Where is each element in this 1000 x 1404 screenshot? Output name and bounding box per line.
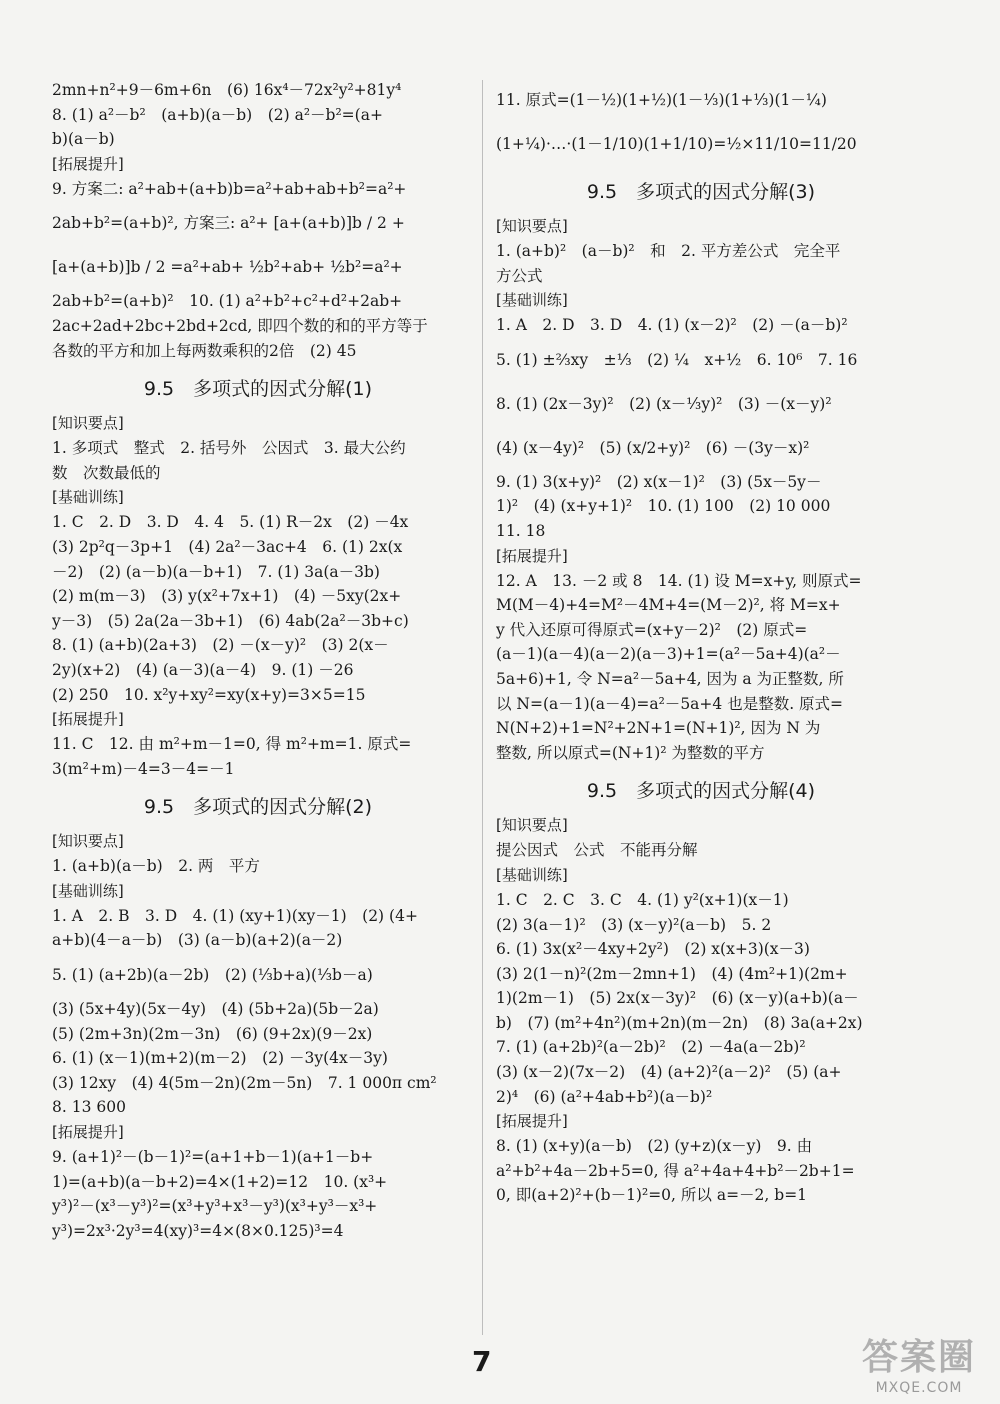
- section-tag: [拓展提升]: [52, 154, 124, 173]
- answer-line: 2)⁴ (6) (a²+4ab+b²)(a－b)²: [496, 1087, 713, 1106]
- section-heading: 9.5 多项式的因式分解(4): [586, 780, 816, 803]
- answer-line: (2) 250 10. x²y+xy²=xy(x+y)=3×5=15: [52, 685, 366, 704]
- answer-line: y³)=2x³·2y³=4(xy)³=4×(8×0.125)³=4: [52, 1221, 344, 1240]
- answer-line: y 代入还原可得原式=(x+y－2)² (2) 原式=: [496, 620, 808, 639]
- right-column: [496, 78, 906, 1208]
- answer-line: (2) m(m－3) (3) y(x²+7x+1) (4) －5xy(2x+: [52, 587, 402, 606]
- answer-line: 1)(2m－1) (5) 2x(x－3y)² (6) (x－y)(a+b)(a－: [496, 989, 859, 1008]
- answer-line: y－3) (5) 2a(2a－3b+1) (6) 4ab(2a²－3b+c): [52, 611, 409, 630]
- section-tag: [知识要点]: [496, 217, 568, 235]
- answer-line: 1. (a+b)² (a－b)² 和 2. 平方差公式 完全平: [496, 242, 841, 260]
- section-tag: [拓展提升]: [52, 710, 124, 729]
- answer-line: 1. A 2. B 3. D 4. (1) (xy+1)(xy－1) (2) (4+: [52, 906, 418, 925]
- answer-line: 6. (1) (x－1)(m+2)(m－2) (2) －3y(4x－3y): [52, 1049, 388, 1068]
- answer-line: 2mn+n²+9－6m+6n (6) 16x⁴－72x²y²+81y⁴: [52, 81, 402, 99]
- answer-line: (1+¼)·…·(1－1/10)(1+1/10)=½×11/10=11/20: [496, 135, 857, 153]
- section-tag: [基础训练]: [496, 291, 568, 310]
- answer-line: b)(a－b): [52, 130, 115, 149]
- section-tag: [拓展提升]: [52, 1123, 124, 1142]
- section-tag: [知识要点]: [496, 816, 568, 835]
- answer-line: 5a+6)+1, 令 N=a²－5a+4, 因为 a 为正整数, 所: [496, 669, 844, 688]
- section-tag: [拓展提升]: [496, 546, 568, 565]
- answer-line: (3) (x－2)(7x－2) (4) (a+2)²(a－2)² (5) (a+: [496, 1063, 842, 1082]
- section-tag: [知识要点]: [52, 832, 124, 851]
- answer-line: (3) (5x+4y)(5x－4y) (4) (5b+2a)(5b－2a): [52, 1000, 379, 1019]
- answer-line: 以 N=(a－1)(a－4)=a²－5a+4 也是整数. 原式=: [496, 694, 844, 713]
- answer-line: 1. C 2. C 3. C 4. (1) y²(x+1)(x－1): [496, 890, 789, 909]
- answer-line: a+b)(4－a－b) (3) (a－b)(a+2)(a－2): [52, 931, 343, 950]
- answer-line: 1. (a+b)(a－b) 2. 两 平方: [52, 857, 260, 876]
- answer-line: a²+b²+4a－2b+5=0, 得 a²+4a+4+b²－2b+1=: [496, 1161, 855, 1180]
- answer-line: (3) 2p²q－3p+1 (4) 2a²－3ac+4 6. (1) 2x(x: [52, 537, 403, 556]
- answer-line: 数 次数最低的: [52, 463, 161, 482]
- answer-line: 整数, 所以原式=(N+1)² 为整数的平方: [496, 743, 765, 762]
- answer-line: 5. (1) (a+2b)(a－2b) (2) (⅓b+a)(⅓b－a): [52, 966, 373, 985]
- answer-line: [a+(a+b)]b / 2 =a²+ab+ ½b²+ab+ ½b²=a²+: [52, 258, 403, 277]
- watermark-logo: 答案圈: [861, 1337, 976, 1378]
- answer-line: 2ac+2ad+2bc+2bd+2cd, 即四个数的和的平方等于: [52, 316, 428, 335]
- section-tag: [基础训练]: [52, 488, 124, 507]
- answer-line: y³)²－(x³－y³)²=(x³+y³+x³－y³)(x³+y³－x³+: [52, 1197, 378, 1216]
- answer-line: 2ab+b²=(a+b)², 方案三: a²+ [a+(a+b)]b / 2 +: [52, 214, 405, 233]
- answer-line: 1)² (4) (x+y+1)² 10. (1) 100 (2) 10 000: [496, 497, 831, 516]
- answer-line: 5. (1) ±⅔xy ±⅓ (2) ¼ x+½ 6. 10⁶ 7. 16: [496, 350, 858, 369]
- answer-line: 11. 18: [496, 521, 546, 540]
- answer-line: (4) (x－4y)² (5) (x/2+y)² (6) －(3y－x)²: [496, 438, 810, 457]
- answer-line: 1. A 2. D 3. D 4. (1) (x－2)² (2) －(a－b)²: [496, 316, 848, 335]
- answer-line: (3) 2(1－n)²(2m－2mn+1) (4) (4m²+1)(2m+: [496, 964, 848, 983]
- answer-line: 11. 原式=(1－½)(1+½)(1－⅓)(1+⅓)(1－¼): [496, 91, 827, 109]
- answer-line: (a－1)(a－4)(a－2)(a－3)+1=(a²－5a+4)(a²－: [496, 645, 841, 664]
- answer-line: －2) (2) (a－b)(a－b+1) 7. (1) 3a(a－3b): [52, 562, 380, 581]
- answer-line: 提公因式 公式 不能再分解: [496, 841, 698, 860]
- answer-line: N(N+2)+1=N²+2N+1=(N+1)², 因为 N 为: [496, 719, 821, 738]
- section-tag: [拓展提升]: [496, 1112, 568, 1131]
- watermark-url: MXQE.COM: [875, 1380, 963, 1396]
- answer-line: 1. C 2. D 3. D 4. 4 5. (1) R－2x (2) －4x: [52, 513, 409, 532]
- section-heading: 9.5 多项式的因式分解(2): [143, 796, 373, 819]
- answer-line: b) (7) (m²+4n²)(m+2n)(m－2n) (8) 3a(a+2x): [496, 1013, 863, 1032]
- section-tag: [基础训练]: [496, 865, 568, 884]
- answer-line: 11. C 12. 由 m²+m－1=0, 得 m²+m=1. 原式=: [52, 735, 412, 754]
- section-tag: [知识要点]: [52, 414, 124, 433]
- answer-line: 1)=(a+b)(a－b+2)=4×(1+2)=12 10. (x³+: [52, 1172, 388, 1191]
- answer-line: 各数的平方和加上每两数乘积的2倍 (2) 45: [52, 341, 357, 360]
- answer-line: 9. (1) 3(x+y)² (2) x(x－1)² (3) (5x－5y－: [496, 472, 822, 491]
- answer-line: 6. (1) 3x(x²－4xy+2y²) (2) x(x+3)(x－3): [496, 940, 810, 959]
- section-heading: 9.5 多项式的因式分解(1): [143, 378, 373, 401]
- answer-line: 8. 13 600: [52, 1098, 126, 1117]
- section-heading: 9.5 多项式的因式分解(3): [586, 181, 816, 203]
- answer-line: 2ab+b²=(a+b)² 10. (1) a²+b²+c²+d²+2ab+: [52, 292, 403, 311]
- answer-line: 7. (1) (a+2b)²(a－2b)² (2) －4a(a－2b)²: [496, 1038, 806, 1057]
- answer-line: 12. A 13. －2 或 8 14. (1) 设 M=x+y, 则原式=: [496, 571, 862, 590]
- column-divider: [482, 80, 483, 1335]
- page-number: 7: [472, 1345, 492, 1378]
- answer-line: 0, 即(a+2)²+(b－1)²=0, 所以 a=－2, b=1: [496, 1186, 808, 1205]
- answer-line: (3) 12xy (4) 4(5m－2n)(2m－5n) 7. 1 000π cm²: [52, 1073, 437, 1092]
- answer-line: 方公式: [496, 266, 543, 285]
- answer-line: 9. 方案二: a²+ab+(a+b)b=a²+ab+ab+b²=a²+: [52, 179, 407, 198]
- answer-line: 3(m²+m)－4=3－4=－1: [52, 759, 235, 778]
- answer-line: 9. (a+1)²－(b－1)²=(a+1+b－1)(a+1－b+: [52, 1148, 374, 1167]
- answer-line: (5) (2m+3n)(2m－3n) (6) (9+2x)(9－2x): [52, 1024, 373, 1043]
- answer-line: 2y)(x+2) (4) (a－3)(a－4) 9. (1) －26: [52, 660, 354, 679]
- answer-line: 8. (1) (2x－3y)² (2) (x－⅓y)² (3) －(x－y)²: [496, 394, 832, 413]
- answer-line: M(M－4)+4=M²－4M+4=(M－2)², 将 M=x+: [496, 596, 841, 615]
- answer-line: 8. (1) (a+b)(2a+3) (2) －(x－y)² (3) 2(x－: [52, 636, 389, 655]
- watermark: [844, 1329, 994, 1396]
- answer-line: 1. 多项式 整式 2. 括号外 公因式 3. 最大公约: [52, 439, 406, 458]
- answer-line: 8. (1) a²－b² (a+b)(a－b) (2) a²－b²=(a+: [52, 105, 383, 124]
- answer-line: 8. (1) (x+y)(a－b) (2) (y+z)(x－y) 9. 由: [496, 1137, 813, 1156]
- answer-line: (2) 3(a－1)² (3) (x－y)²(a－b) 5. 2: [496, 915, 772, 934]
- section-tag: [基础训练]: [52, 881, 124, 900]
- left-column: [52, 78, 464, 1243]
